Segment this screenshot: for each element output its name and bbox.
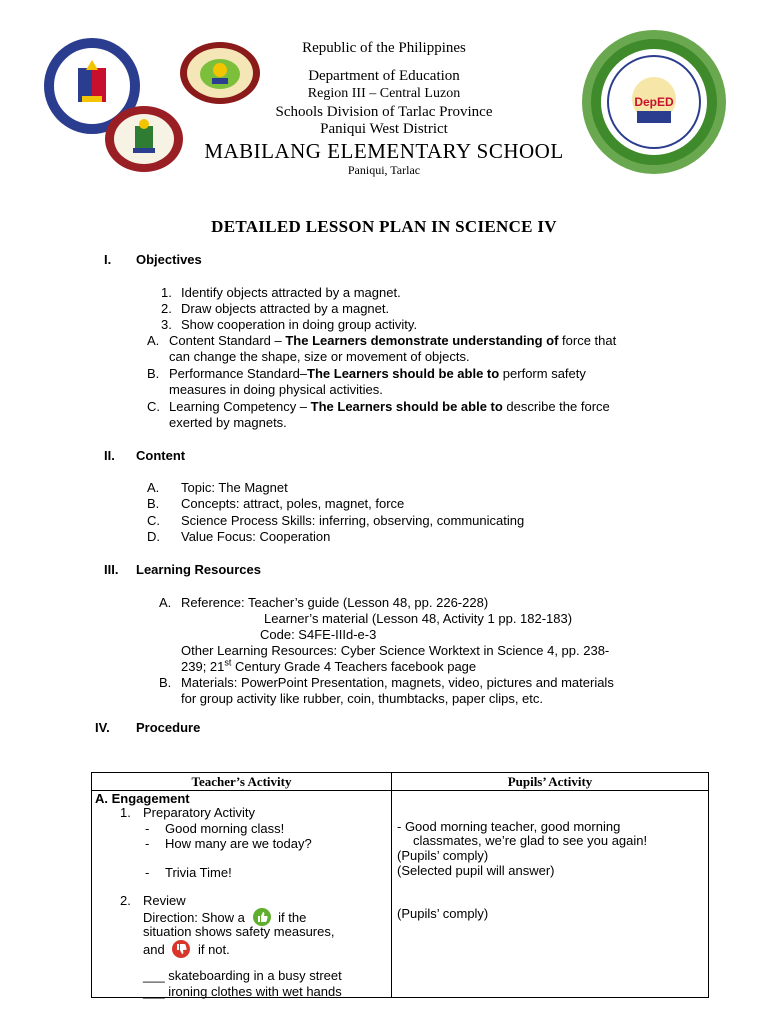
list-item: Value Focus: Cooperation [181, 529, 331, 544]
list-item: Science Process Skills: inferring, observing, communicating [181, 513, 525, 528]
section-number-objectives: I. [104, 252, 112, 267]
review-direction-text: if the [278, 910, 307, 925]
learning-competency-label: Learning Competency – [169, 399, 311, 414]
section-heading-objectives: Objectives [136, 252, 202, 267]
list-item-number: 1. [161, 285, 172, 300]
content-standard-line2: can change the shape, size or movement of objects. [169, 349, 470, 364]
pupil-response: (Pupils’ comply) [397, 906, 489, 921]
review-direction-text: and [143, 942, 165, 957]
header-division: Schools Division of Tarlac Province [275, 104, 493, 120]
dash-bullet: - [145, 865, 150, 880]
trivia-time: Trivia Time! [165, 865, 232, 880]
content-standard-label: Content Standard – [169, 333, 286, 348]
svg-text:DepED: DepED [634, 95, 674, 109]
list-item: Show cooperation in doing group activity. [181, 317, 418, 332]
materials-line2: for group activity like rubber, coin, thumbtacks, paper clips, etc. [181, 691, 544, 706]
review-direction-text: if not. [197, 942, 230, 957]
list-item: Preparatory Activity [143, 805, 255, 820]
pupil-response: (Pupils’ comply) [397, 848, 489, 863]
dash-bullet: - [145, 821, 150, 836]
list-item: Identify objects attracted by a magnet. [181, 285, 401, 300]
engagement-heading: A. Engagement [95, 791, 190, 806]
list-item-number: 2. [120, 893, 131, 908]
content-standard [169, 333, 616, 349]
content-standard-text: force that [558, 333, 617, 348]
list-item-letter: C. [147, 513, 160, 528]
list-item-letter: B. [147, 366, 160, 381]
list-item: Draw objects attracted by a magnet. [181, 301, 390, 316]
review-item: ___ skateboarding in a busy street [143, 968, 342, 983]
school-name: MABILANG ELEMENTARY SCHOOL [204, 139, 564, 163]
section-number-content: II. [104, 448, 115, 463]
list-item-number: 2. [161, 301, 172, 316]
list-item-letter: A. [147, 480, 160, 495]
table-column-divider [391, 773, 392, 997]
list-item: Concepts: attract, poles, magnet, force [181, 496, 405, 511]
learning-competency-bold: The Learners should be able to [310, 399, 503, 414]
list-item: Topic: The Magnet [181, 480, 288, 495]
pupil-greeting-line2: classmates, we’re glad to see you again! [413, 833, 648, 848]
ordinal-suffix: st [224, 657, 232, 668]
learning-competency-line2: exerted by magnets. [169, 415, 287, 430]
column-header-pupils: Pupils’ Activity [507, 774, 593, 789]
header-republic: Republic of the Philippines [302, 40, 466, 56]
other-resources-line2 [181, 659, 476, 675]
list-item-letter: B. [159, 675, 172, 690]
performance-standard-line2: measures in doing physical activities. [169, 382, 383, 397]
learners-material-text: Learner’s material (Lesson 48, Activity 1 pp. 182-183) [264, 611, 573, 626]
list-item-letter: C. [147, 399, 160, 414]
section-heading-resources: Learning Resources [136, 562, 261, 577]
pupil-greeting-line1: - Good morning teacher, good morning [397, 819, 621, 834]
teacher-attendance-question: How many are we today? [165, 836, 312, 851]
pupil-response: (Selected pupil will answer) [397, 863, 555, 878]
thumbs-down-icon [172, 940, 190, 958]
header-region: Region III – Central Luzon [307, 86, 461, 101]
list-item-letter: A. [159, 595, 172, 610]
section-number-resources: III. [104, 562, 119, 577]
learning-competency [169, 399, 610, 415]
reference-text: Reference: Teacher’s guide (Lesson 48, pp. 226-228) [181, 595, 489, 610]
review-direction-text: Direction: Show a [143, 910, 245, 925]
section-number-procedure: IV. [95, 720, 110, 735]
dash-bullet: - [145, 836, 150, 851]
list-item-letter: A. [147, 333, 160, 348]
header-district: Paniqui West District [320, 121, 448, 137]
teacher-greeting: Good morning class! [165, 821, 285, 836]
list-item-letter: B. [147, 496, 160, 511]
content-standard-bold: The Learners demonstrate understanding of [285, 333, 559, 348]
materials-line1: Materials: PowerPoint Presentation, magnets, video, pictures and materials [181, 675, 614, 690]
performance-standard-bold: The Learners should be able to [307, 366, 500, 381]
section-heading-procedure: Procedure [136, 720, 201, 735]
review-direction-line2: situation shows safety measures, [143, 924, 335, 939]
lesson-code-text: Code: S4FE-IIId-e-3 [260, 627, 377, 642]
learning-competency-text: describe the force [502, 399, 610, 414]
header-department: Department of Education [308, 68, 460, 84]
review-item: ___ ironing clothes with wet hands [143, 984, 342, 999]
column-header-teacher: Teacher’s Activity [191, 774, 292, 789]
list-item-number: 3. [161, 317, 172, 332]
other-resources-line1: Other Learning Resources: Cyber Science Worktext in Science 4, pp. 238- [181, 643, 610, 658]
school-location: Paniqui, Tarlac [347, 163, 421, 177]
performance-standard-text: perform safety [499, 366, 586, 381]
other-resources-text: Century Grade 4 Teachers facebook page [231, 659, 477, 674]
list-item-letter: D. [147, 529, 160, 544]
list-item-number: 1. [120, 805, 131, 820]
document-title: DETAILED LESSON PLAN IN SCIENCE IV [211, 217, 557, 236]
other-resources-text: 239; 21 [181, 659, 225, 674]
section-heading-content: Content [136, 448, 186, 463]
review-direction-line3 [143, 940, 230, 958]
performance-standard [169, 366, 586, 382]
list-item: Review [143, 893, 186, 908]
performance-standard-label: Performance Standard– [169, 366, 308, 381]
